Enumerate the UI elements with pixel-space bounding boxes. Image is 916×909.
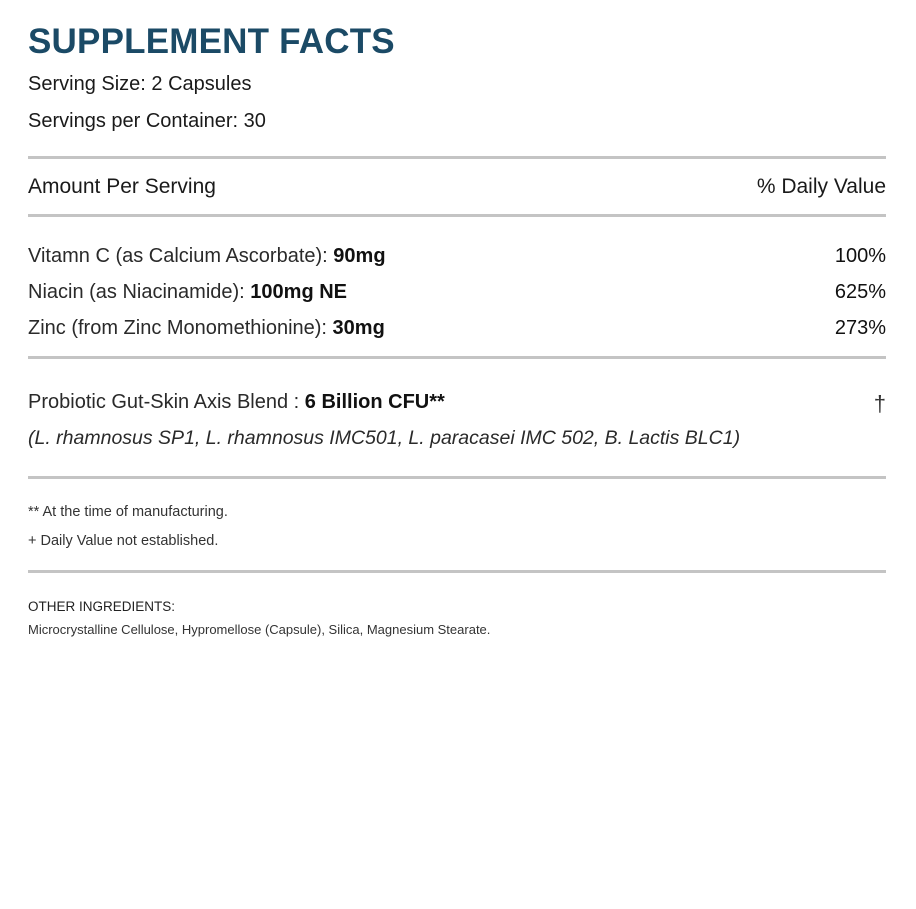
nutrient-amount: 90mg xyxy=(333,245,386,267)
other-ingredients-list: Microcrystalline Cellulose, Hypromellose (Capsule), Silica, Magnesium Stearate. xyxy=(28,622,491,637)
blend-strains: (L. rhamnosus SP1, L. rhamnosus IMC501, L. paracasei IMC 502, B. Lactis BLC1) xyxy=(28,427,741,449)
nutrient-source: Vitamn C (as Calcium Ascorbate): xyxy=(28,245,334,267)
divider xyxy=(28,214,886,217)
nutrient-name xyxy=(28,315,385,341)
nutrient-daily-value: 625% xyxy=(834,281,886,303)
blend-name xyxy=(28,389,445,415)
table-row xyxy=(28,315,886,341)
page-title: SUPPLEMENT FACTS xyxy=(28,22,395,61)
table-header xyxy=(28,174,886,200)
table-row xyxy=(28,279,886,305)
footnote-daily-value: + Daily Value not established. xyxy=(28,533,219,549)
probiotic-blend-row xyxy=(28,389,886,415)
serving-size: Serving Size: 2 Capsules xyxy=(28,73,252,95)
nutrient-source: Niacin (as Niacinamide): xyxy=(28,281,251,303)
divider xyxy=(28,156,886,159)
footnote-manufacturing: ** At the time of manufacturing. xyxy=(28,504,228,520)
nutrient-name xyxy=(28,243,386,269)
divider xyxy=(28,356,886,359)
blend-amount: 6 Billion CFU** xyxy=(304,391,445,413)
nutrient-amount: 100mg NE xyxy=(250,281,348,303)
nutrient-amount: 30mg xyxy=(332,317,385,339)
servings-per-container: Servings per Container: 30 xyxy=(28,110,266,132)
divider xyxy=(28,570,886,573)
nutrient-source: Zinc (from Zinc Monomethionine): xyxy=(28,317,333,339)
other-ingredients-heading: OTHER INGREDIENTS: xyxy=(28,599,176,614)
daily-value-heading: % Daily Value xyxy=(756,175,886,198)
nutrient-name xyxy=(28,279,347,305)
nutrient-daily-value: 100% xyxy=(834,245,886,267)
table-row xyxy=(28,243,886,269)
blend-label: Probiotic Gut-Skin Axis Blend : xyxy=(28,391,305,413)
blend-daily-value: † xyxy=(873,391,886,416)
divider xyxy=(28,476,886,479)
nutrient-daily-value: 273% xyxy=(834,317,886,339)
amount-per-serving-heading: Amount Per Serving xyxy=(28,175,216,198)
